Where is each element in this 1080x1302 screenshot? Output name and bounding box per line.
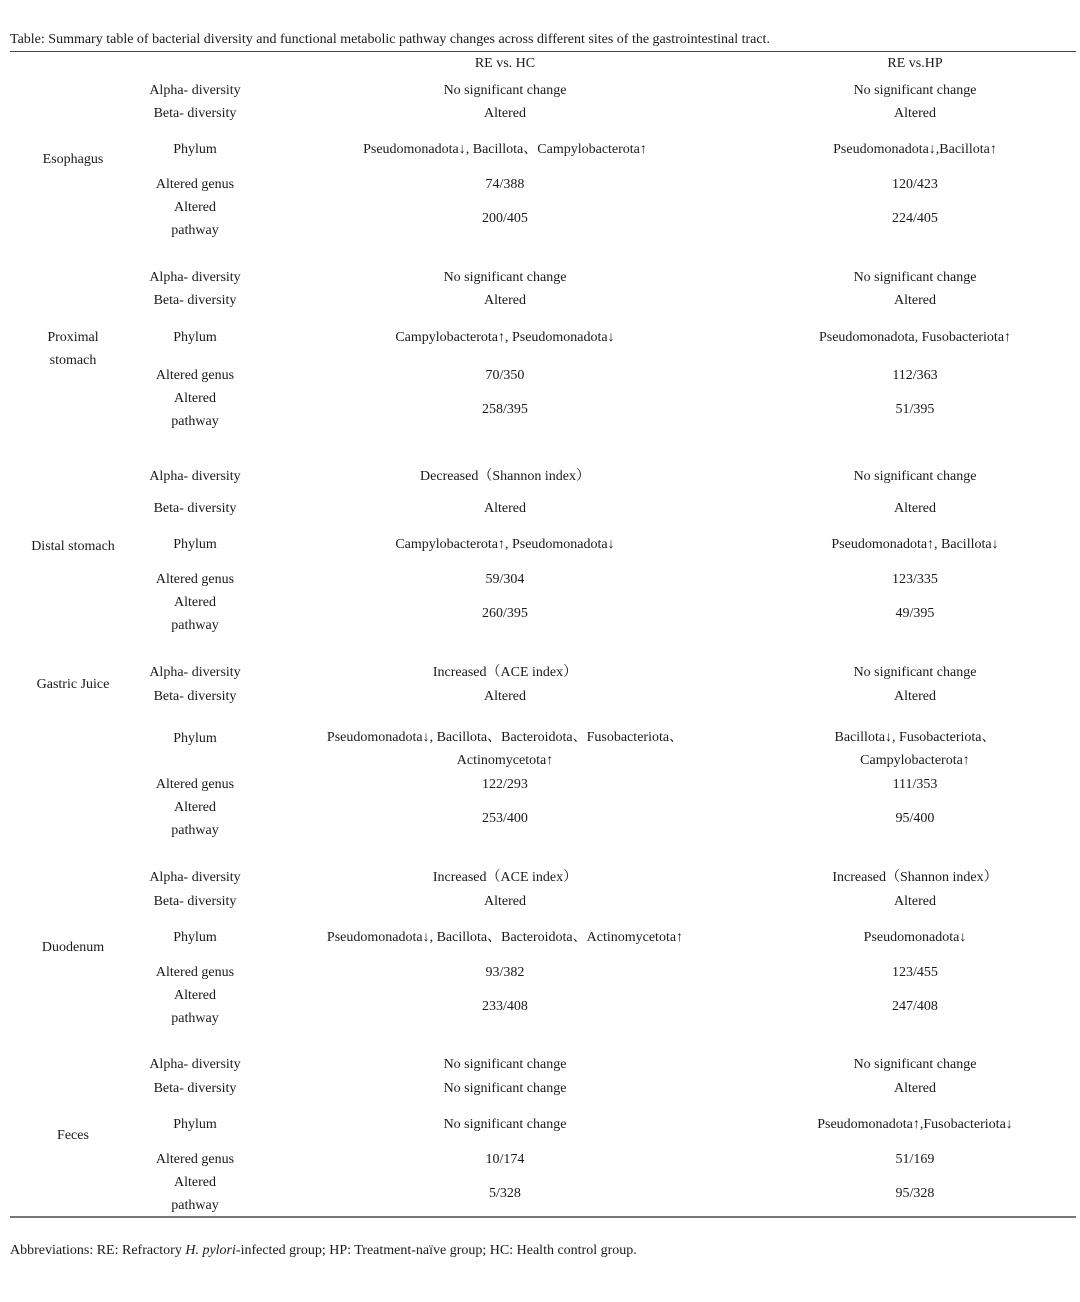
beta-diversity-value: Altered [894, 293, 936, 308]
alpha-diversity-value: No significant change [853, 1057, 977, 1072]
metric-pathway-label: Altered [174, 200, 216, 215]
abbrev-post: -infected group; HP: Treatment-naïve group; HC: Health control group. [235, 1243, 637, 1258]
beta-diversity-value: Altered [484, 106, 526, 121]
alpha-diversity-value: Increased（Shannon index） [832, 870, 998, 885]
metric-phylum-label: Phylum [173, 537, 217, 552]
metric-pathway-label-line2: pathway [171, 223, 219, 238]
metric-beta-label: Beta- diversity [153, 689, 237, 704]
phylum-value-line2: Actinomycetota↑ [456, 753, 554, 768]
phylum-value: Pseudomonadota↑, Bacillota↓ [831, 537, 999, 552]
abbreviations-note [10, 1243, 637, 1259]
abbrev-species: H. pylori [185, 1243, 236, 1258]
altered-genus-value: 123/455 [892, 965, 938, 980]
metric-phylum-label: Phylum [173, 930, 217, 945]
altered-genus-value: 122/293 [482, 777, 528, 792]
site-name: Esophagus [42, 152, 104, 167]
alpha-diversity-value: No significant change [853, 665, 977, 680]
altered-pathway-value: 258/395 [482, 402, 528, 417]
altered-pathway-value: 200/405 [482, 211, 528, 226]
site-name: Duodenum [41, 940, 105, 955]
table-top-rule [10, 51, 1076, 52]
phylum-value: Campylobacterota↑, Pseudomonadota↓ [395, 537, 615, 552]
altered-genus-value: 93/382 [485, 965, 525, 980]
beta-diversity-value: Altered [484, 501, 526, 516]
metric-pathway-label-line2: pathway [171, 618, 219, 633]
beta-diversity-value: Altered [894, 501, 936, 516]
metric-genus-label: Altered genus [155, 965, 235, 980]
metric-genus-label: Altered genus [155, 572, 235, 587]
metric-phylum-label: Phylum [173, 330, 217, 345]
alpha-diversity-value: No significant change [443, 1057, 567, 1072]
metric-alpha-label: Alpha- diversity [149, 870, 241, 885]
phylum-value: Bacillota↓, Fusobacteriota、 [834, 730, 996, 745]
metric-phylum-label: Phylum [173, 1117, 217, 1132]
metric-alpha-label: Alpha- diversity [149, 270, 241, 285]
metric-beta-label: Beta- diversity [153, 894, 237, 909]
altered-pathway-value: 5/328 [489, 1186, 521, 1201]
phylum-value: Pseudomonadota↓ [863, 930, 967, 945]
metric-alpha-label: Alpha- diversity [149, 469, 241, 484]
metric-pathway-label: Altered [174, 1175, 216, 1190]
altered-pathway-value: 233/408 [482, 999, 528, 1014]
phylum-value: Campylobacterota↑, Pseudomonadota↓ [395, 330, 615, 345]
altered-genus-value: 112/363 [892, 368, 938, 383]
beta-diversity-value: Altered [894, 689, 936, 704]
table-caption: Table: Summary table of bacterial diversity and functional metabolic pathway changes across different sites of the gastrointestinal tract. [10, 32, 770, 47]
metric-pathway-label-line2: pathway [171, 1011, 219, 1026]
metric-alpha-label: Alpha- diversity [149, 83, 241, 98]
metric-genus-label: Altered genus [155, 777, 235, 792]
metric-beta-label: Beta- diversity [153, 106, 237, 121]
metric-pathway-label: Altered [174, 800, 216, 815]
altered-genus-value: 111/353 [892, 777, 938, 792]
header-re-vs-hp: RE vs.HP [887, 56, 943, 71]
beta-diversity-value: Altered [894, 894, 936, 909]
metric-pathway-label: Altered [174, 595, 216, 610]
metric-beta-label: Beta- diversity [153, 1081, 237, 1096]
site-name: Distal stomach [31, 539, 115, 554]
altered-pathway-value: 95/328 [895, 1186, 935, 1201]
beta-diversity-value: Altered [484, 894, 526, 909]
metric-pathway-label: Altered [174, 391, 216, 406]
beta-diversity-value: Altered [894, 1081, 936, 1096]
table-bottom-rule [10, 1216, 1076, 1218]
altered-pathway-value: 49/395 [895, 606, 935, 621]
altered-pathway-value: 247/408 [892, 999, 938, 1014]
phylum-value: Pseudomonadota, Fusobacteriota↑ [818, 330, 1012, 345]
metric-genus-label: Altered genus [155, 1152, 235, 1167]
metric-genus-label: Altered genus [155, 177, 235, 192]
metric-pathway-label: Altered [174, 988, 216, 1003]
phylum-value-line2: Campylobacterota↑ [860, 753, 970, 768]
alpha-diversity-value: No significant change [443, 83, 567, 98]
metric-alpha-label: Alpha- diversity [149, 665, 241, 680]
beta-diversity-value: Altered [484, 689, 526, 704]
metric-pathway-label-line2: pathway [171, 1198, 219, 1213]
alpha-diversity-value: Increased（ACE index） [432, 665, 578, 680]
alpha-diversity-value: No significant change [853, 469, 977, 484]
phylum-value: Pseudomonadota↓, Bacillota、Bacteroidota、Fusobacteriota、 [326, 730, 684, 745]
abbrev-pre: Abbreviations: RE: Refractory [10, 1243, 186, 1258]
beta-diversity-value: Altered [894, 106, 936, 121]
phylum-value: Pseudomonadota↓,Bacillota↑ [833, 142, 997, 157]
metric-alpha-label: Alpha- diversity [149, 1057, 241, 1072]
phylum-value: Pseudomonadota↑,Fusobacteriota↓ [817, 1117, 1013, 1132]
altered-genus-value: 74/388 [485, 177, 525, 192]
metric-phylum-label: Phylum [173, 730, 217, 746]
metric-phylum-label: Phylum [173, 142, 217, 157]
alpha-diversity-value: No significant change [853, 83, 977, 98]
site-name: Feces [57, 1128, 89, 1143]
header-re-vs-hc: RE vs. HC [474, 56, 536, 71]
site-name: Gastric Juice [36, 677, 110, 692]
site-name: Proximal [47, 330, 99, 345]
site-name-line2: stomach [49, 353, 97, 368]
metric-pathway-label-line2: pathway [171, 414, 219, 429]
alpha-diversity-value: No significant change [853, 270, 977, 285]
altered-pathway-value: 260/395 [482, 606, 528, 621]
beta-diversity-value: No significant change [443, 1081, 567, 1096]
metric-genus-label: Altered genus [155, 368, 235, 383]
altered-genus-value: 123/335 [892, 572, 938, 587]
phylum-value: Pseudomonadota↓, Bacillota、Campylobacterota↑ [363, 142, 647, 157]
metric-beta-label: Beta- diversity [153, 293, 237, 308]
altered-pathway-value: 51/395 [895, 402, 935, 417]
metric-beta-label: Beta- diversity [153, 501, 237, 516]
phylum-value: No significant change [443, 1117, 567, 1132]
altered-genus-value: 120/423 [892, 177, 938, 192]
alpha-diversity-value: Decreased（Shannon index） [420, 469, 590, 484]
alpha-diversity-value: No significant change [443, 270, 567, 285]
altered-pathway-value: 253/400 [482, 811, 528, 826]
alpha-diversity-value: Increased（ACE index） [432, 870, 578, 885]
phylum-value: Pseudomonadota↓, Bacillota、Bacteroidota、Actinomycetota↑ [326, 930, 684, 945]
altered-genus-value: 70/350 [485, 368, 525, 383]
metric-pathway-label-line2: pathway [171, 823, 219, 838]
altered-genus-value: 10/174 [485, 1152, 525, 1167]
beta-diversity-value: Altered [484, 293, 526, 308]
altered-pathway-value: 95/400 [895, 811, 935, 826]
altered-genus-value: 59/304 [485, 572, 525, 587]
altered-genus-value: 51/169 [895, 1152, 935, 1167]
altered-pathway-value: 224/405 [892, 211, 938, 226]
